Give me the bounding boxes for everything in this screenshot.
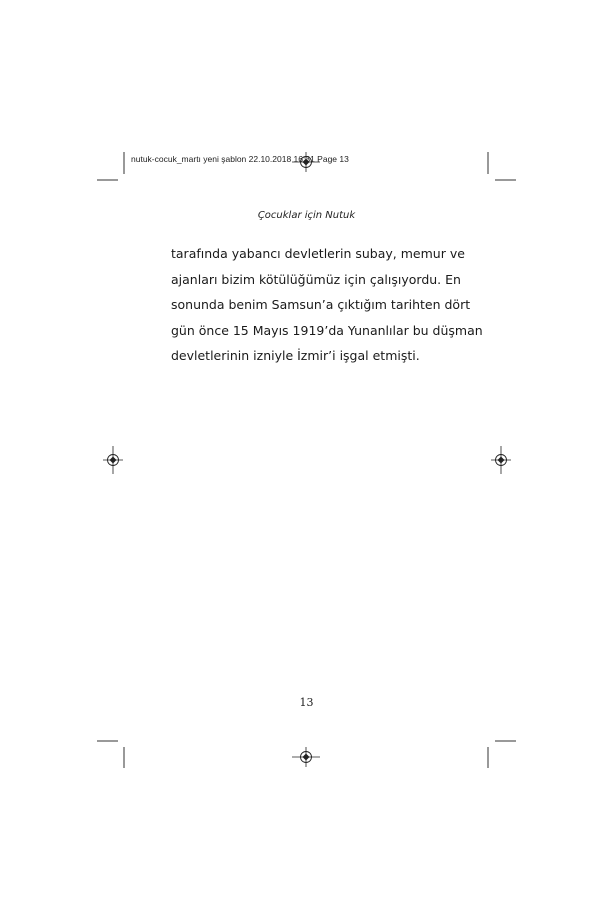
- registration-mark-icon: [103, 446, 123, 474]
- running-head: Çocuklar için Nutuk: [257, 210, 356, 221]
- registration-mark-icon: [292, 747, 320, 767]
- body-paragraph: [171, 241, 483, 369]
- page-number: 13: [299, 696, 314, 709]
- body-line: gün önce 15 Mayıs 1919’da Yunanlılar bu düşman: [171, 322, 483, 338]
- slug-line: nutuk-cocuk_martı yeni şablon 22.10.2018 16:31 Page 13: [131, 154, 349, 164]
- registration-mark-icon: [491, 446, 511, 474]
- body-line: tarafında yabancı devletlerin subay, memur ve: [171, 246, 465, 261]
- body-line: ajanları bizim kötülüğümüz için çalışıyordu. En: [171, 271, 461, 287]
- body-line: sonunda benim Samsun’a çıktığım tarihten dört: [171, 297, 471, 312]
- body-line: devletlerinin izniyle İzmir’i işgal etmişti.: [171, 348, 420, 363]
